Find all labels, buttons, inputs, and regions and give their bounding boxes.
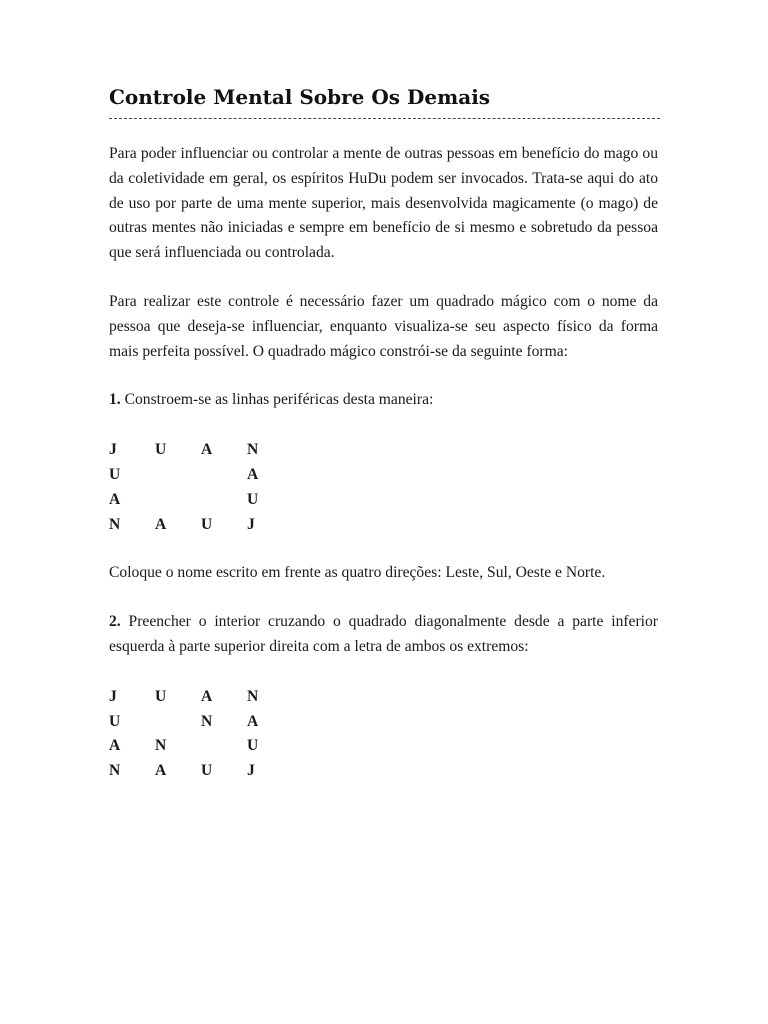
grid-cell: U — [247, 737, 259, 755]
grid-cell: A — [201, 441, 213, 459]
step-1-number: 1. — [109, 391, 121, 409]
grid-cell — [155, 710, 201, 735]
grid-cell: J — [109, 687, 117, 705]
grid-cell: N — [247, 441, 259, 459]
title-divider — [109, 118, 660, 119]
step-2 — [109, 610, 658, 660]
grid-row — [109, 710, 658, 735]
grid-cell — [155, 488, 201, 513]
grid-row — [109, 488, 658, 513]
grid-row — [109, 513, 658, 538]
step-2-number: 2. — [109, 613, 121, 631]
grid-cell: U — [155, 687, 167, 705]
grid-row — [109, 734, 658, 759]
grid-cell: A — [155, 762, 167, 780]
grid-cell: J — [109, 441, 117, 459]
document-title: Controle Mental Sobre Os Demais — [109, 85, 491, 109]
grid-cell: A — [109, 490, 121, 508]
grid-cell — [155, 463, 201, 488]
grid-cell: U — [109, 712, 121, 730]
grid-cell: A — [247, 712, 259, 730]
grid-row — [109, 463, 658, 488]
grid-cell: N — [201, 712, 213, 730]
directions-paragraph: Coloque o nome escrito em frente as quatro direções: Leste, Sul, Oeste e Norte. — [109, 564, 606, 582]
grid-cell: U — [201, 515, 213, 533]
grid-cell: U — [247, 490, 259, 508]
magic-square-grid-1 — [109, 438, 658, 537]
grid-cell: J — [247, 515, 255, 533]
intro-paragraph: Para poder influenciar ou controlar a mente de outras pessoas em benefício do mago ou da coletividade em geral, os espíritos HuDu podem ser invocados. Trata-se aqui do ato de uso por parte de uma mente superior, mais desenvolvida magicamente (o mago) de outras mentes não iniciadas e sempre em benefício de si mesmo e sobretudo da pessoa que será influenciada ou controlada. — [109, 145, 658, 262]
grid-cell: N — [155, 737, 167, 755]
document-page — [109, 84, 658, 784]
grid-row — [109, 438, 658, 463]
grid-row — [109, 759, 658, 784]
grid-cell: J — [247, 762, 255, 780]
grid-cell — [201, 734, 247, 759]
grid-cell: U — [155, 441, 167, 459]
grid-cell: A — [247, 465, 259, 483]
grid-cell: N — [109, 515, 121, 533]
instructions-paragraph: Para realizar este controle é necessário fazer um quadrado mágico com o nome da pessoa que deseja-se influenciar, enquanto visualiza-se seu aspecto físico da forma mais perfeita possível. O quadrado mágico constrói-se da seguinte forma: — [109, 292, 658, 360]
grid-cell — [201, 463, 247, 488]
magic-square-grid-2 — [109, 685, 658, 784]
grid-cell: N — [247, 687, 259, 705]
grid-row — [109, 685, 658, 710]
step-2-text: Preencher o interior cruzando o quadrado diagonalmente desde a parte inferior esquerda à parte superior direita com a letra de ambos os extremos: — [109, 613, 658, 655]
step-1 — [109, 388, 658, 413]
step-1-text: Constroem-se as linhas periféricas desta maneira: — [120, 391, 434, 409]
grid-cell: A — [155, 515, 167, 533]
grid-cell: A — [201, 687, 213, 705]
grid-cell: A — [109, 737, 121, 755]
grid-cell: N — [109, 762, 121, 780]
grid-cell: U — [201, 762, 213, 780]
grid-cell: U — [109, 465, 121, 483]
grid-cell — [201, 488, 247, 513]
